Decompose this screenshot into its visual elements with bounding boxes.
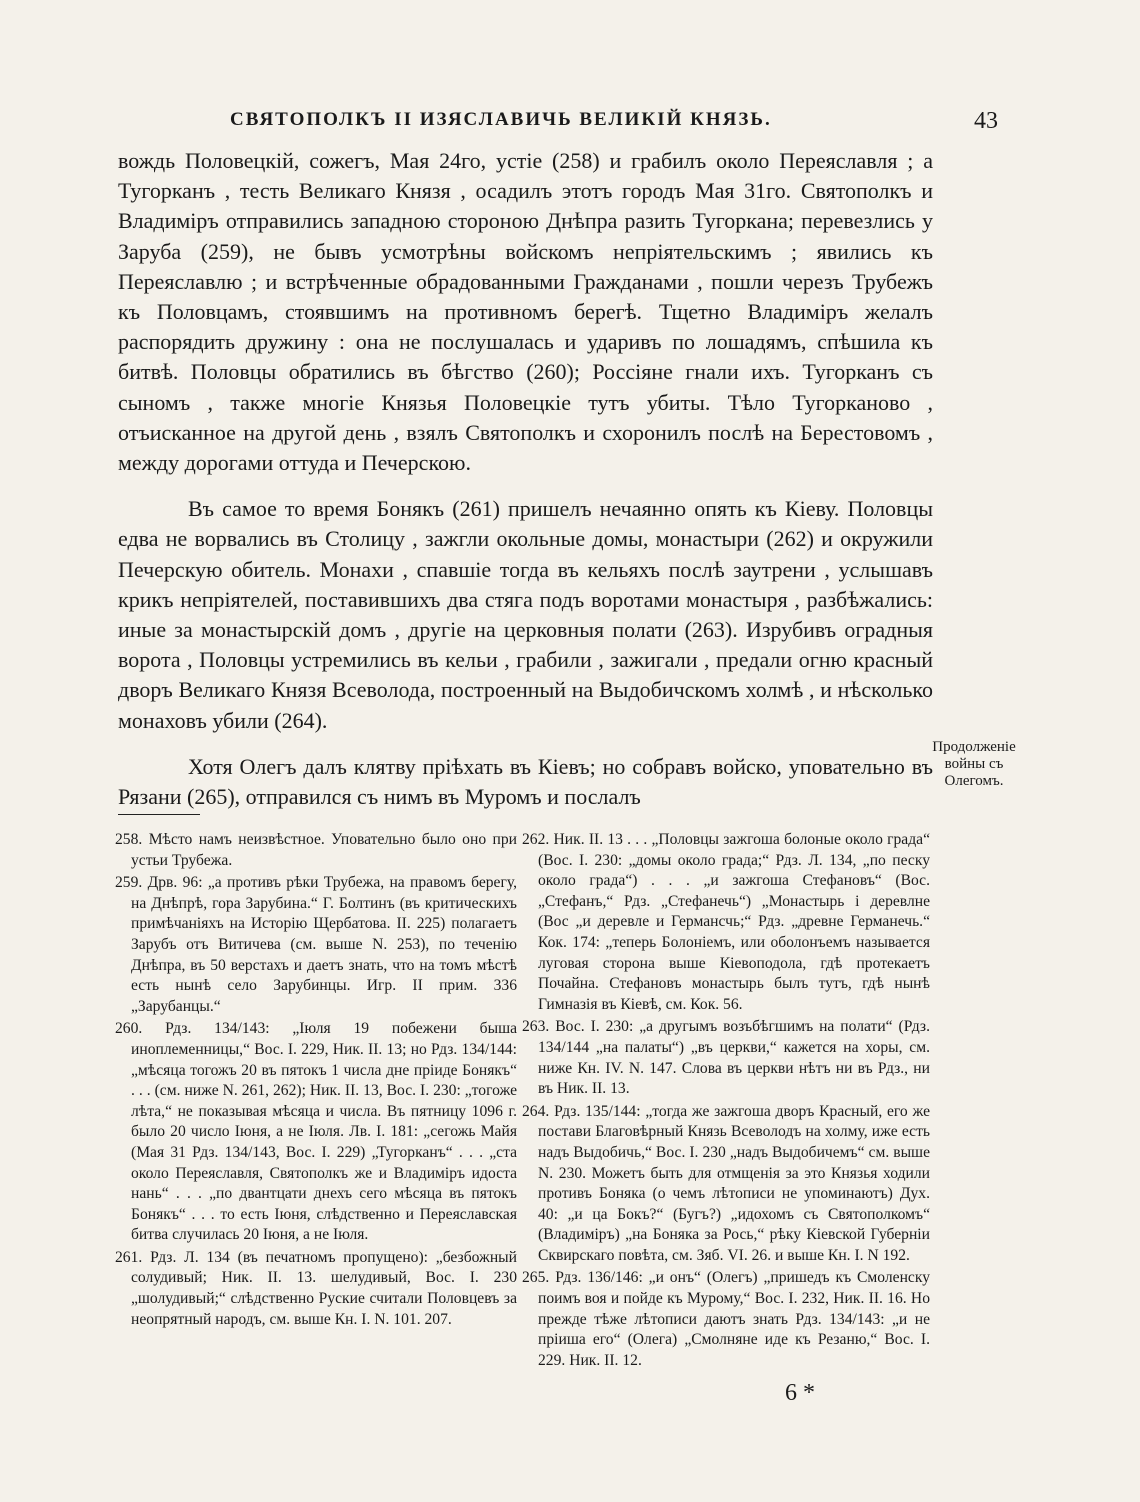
footnote [115,1019,517,1246]
footnote [522,1017,930,1099]
footnote-number: 263. [522,1018,550,1036]
footnote-text: Ник. II. 13 . . . „Половцы зажгоша болоные около града“ (Вос. I. 230: „домы около града;“ Рдз. Л. 134, „по песку около града“) . . . „и зажгоша Стефановъ“ (Вос. „Стефанъ,“ Рдз. „Стефанечь“) „Монастырь і деревлне (Вос „и деревле и Германсчь;“ Рдз. „древне Германечь.“ Кок. 174: „теперь Болоніемъ, или оболонъемъ называется луговая сторона выше Кіевоподола, гдѣ протекаетъ Почайна. Стефановъ монастырь былъ тутъ, гдѣ нынѣ Гимназія въ Кіевѣ, см. Кок. 56. [538,831,930,1013]
footnote [115,830,517,871]
running-title: СВЯТОПОЛКЪ II ИЗЯСЛАВИЧЬ ВЕЛИКІЙ КНЯЗЬ. [230,109,772,130]
footnote-number: 262. [522,831,550,848]
footnote [115,873,517,1017]
footnote-text: Вос. I. 230: „а другымъ возъбѣгшимъ на полати“ (Рдз. 134/144 „на палаты“) „въ церкви,“ кажется на хоры, см. ниже Кн. IV. N. 147. Слова въ церкви нѣтъ ни въ Рдз., ни въ Ник. II. 13. [538,1018,930,1098]
footnote-text: Рдз. 135/144: „тогда же зажгоша дворъ Красный, его же постави Благовѣрный Князь Всеволодъ на холму, иже есть надъ Выдобичь,“ Вос. I. 230 „надъ Выдобичемъ“ см. выше N. 230. Можетъ быть для отмщенія за это Князья ходили противъ Боняка (о чемъ лѣтописи не упоминаютъ) Дух. 40: „и ца Бокъ?“ (Бугъ?) „идохомъ съ Святополкомъ“ (Владиміръ) „на Боняка за Рось,“ рѣку Кіевской Губерніи Сквирскаго повѣта, см. Зяб. VI. 26. и выше Кн. I. N 192. [538,1102,930,1264]
footnote-text: Рдз. 134/143: „Іюля 19 побежени быша иноплеменницы,“ Вос. I. 229, Ник. II. 13; но Рдз. 134/144: „мѣсяца тогожъ 20 въ пятокъ 1 числа дне пріиде Бонякъ“ . . . (см. ниже N. 261, 262); Ник. II. 13, Вос. I. 230: „тогоже лѣта,“ не показывая мѣсяца и числа. Въ пятницу 1096 г. было 20 число Іюня, а не Іюля. Лв. I. 181: „сегожь Майя (Мая 31 Рдз. 134/143, Вос. I. 229) „Тугорканъ“ . . . „ста около Переяславля, Святополкъ же и Владиміръ идоста нань“ . . . „по двантцати днехъ сего мѣсяца въ пятокъ Бонякъ“ . . . то есть Іюня, слѣдственно и Переяславская битва случилась 20 Іюня, а не Іюля. [131,1020,517,1244]
margin-note: Продолженіе войны съ Олегомъ. [932,739,1016,789]
footnotes-left-column [115,830,517,1332]
footnote-number: 260. [115,1020,143,1038]
footnote [522,830,930,1015]
footnote [522,1268,930,1371]
footnote-text: Дрв. 96: „а противъ рѣки Трубежа, на правомъ берегу, на Днѣпрѣ, гора Зарубина.“ Г. Болтинъ (въ критическихъ примѣчаніяхъ на Исторію Щербатова. II. 225) полагаетъ Зарубъ отъ Витичева (см. выше N. 253), по теченію Днѣпра, въ 50 верстахъ и даетъ знать, что на томъ мѣстѣ есть нынѣ село Зарубинцы. Игр. II прим. 336 „Зарубанцы.“ [131,874,517,1015]
paragraph: Хотя Олегъ далъ клятву пріѣхать въ Кіевъ; но собравъ войско, уповательно въ Рязани (265), отправился съ нимъ въ Муромъ и послалъ [118,753,933,810]
footnote-number: 258. [115,831,143,848]
paragraph: Въ самое то время Бонякъ (261) пришелъ нечаянно опять къ Кіеву. Половцы едва не ворвались въ Столицу , зажгли окольные домы, монастыри (262) и окружили Печерскую обитель. Монахи , спавшіе тогда въ кельяхъ послѣ заутрени , услышавъ крикъ непріятелей, поставившихъ два стяга подъ воротами монастыря , разбѣжались: иные за монастырскій домъ , другіе на церковныя полати (263). Изрубивъ оградныя ворота , Половцы устремились въ кельи , грабили , зажигали , предали огню красный дворъ Великаго Князя Всеволода, построенный на Выдобичскомъ холмѣ , и нѣсколько монаховъ убили (264). [118,496,933,733]
footnote-number: 264. [522,1102,550,1120]
main-text [118,146,933,812]
footnote [522,1102,930,1267]
footnotes-right-column [522,830,930,1373]
footnote-number: 259. [115,874,143,892]
footnote-number: 261. [115,1248,143,1266]
footnote-number: 265. [522,1269,550,1287]
signature-mark: 6 * [785,1380,815,1406]
page-header [118,103,998,137]
footnote-rule [118,814,200,815]
footnote [115,1248,517,1330]
footnote-text: Рдз. 136/146: „и онъ“ (Олегъ) „пришедъ къ Смоленску поимъ воя и пойде къ Мурому,“ Вос. I. 232, Ник. II. 16. Но прежде тѣже лѣтописи даютъ знать Рдз. 134/143: „и не пріиша его“ (Олега) „Смолняне иде къ Резаню,“ Вос. I. 229. Ник. II. 12. [538,1269,930,1369]
page-number: 43 [974,108,998,134]
footnote-text: Мѣсто намъ неизвѣстное. Уповательно было оно при устьи Трубежа. [131,831,517,869]
paragraph: вождь Половецкій, сожегъ, Мая 24го, устіе (258) и грабилъ около Переяславля ; а Тугорканъ , тесть Великаго Князя , осадилъ этотъ городъ Мая 31го. Святополкъ и Владиміръ отправились западною стороною Днѣпра разить Тугоркана; перевезлись у Заруба (259), не бывъ усмотрѣны войскомъ непріятельскимъ ; явились къ Переяславлю ; и встрѣченные обрадованными Гражданами , пошли черезъ Трубежъ къ Половцамъ, стоявшимъ на противномъ берегѣ. Тщетно Владиміръ желалъ распорядить дружину : она не послушалась и ударивъ по лошадямъ, спѣшила къ битвѣ. Половцы обратились въ бѣгство (260); Россіяне гнали ихъ. Тугорканъ съ сыномъ , также многіе Князья Половецкіе тутъ убиты. Тѣло Тугорканово , отъисканное на другой день , взялъ Святополкъ и схоронилъ послѣ на Берестовомъ , между дорогами оттуда и Печерскою. [118,148,933,476]
footnote-text: Рдз. Л. 134 (въ печатномъ пропущено): „безбожный солудивый; Ник. II. 13. шелудивый, Вос. I. 230 „шолудивый;“ слѣдственно Руские считали Половцевъ за неопрятный народъ, см. выше Кн. I. N. 101. 207. [131,1248,517,1328]
